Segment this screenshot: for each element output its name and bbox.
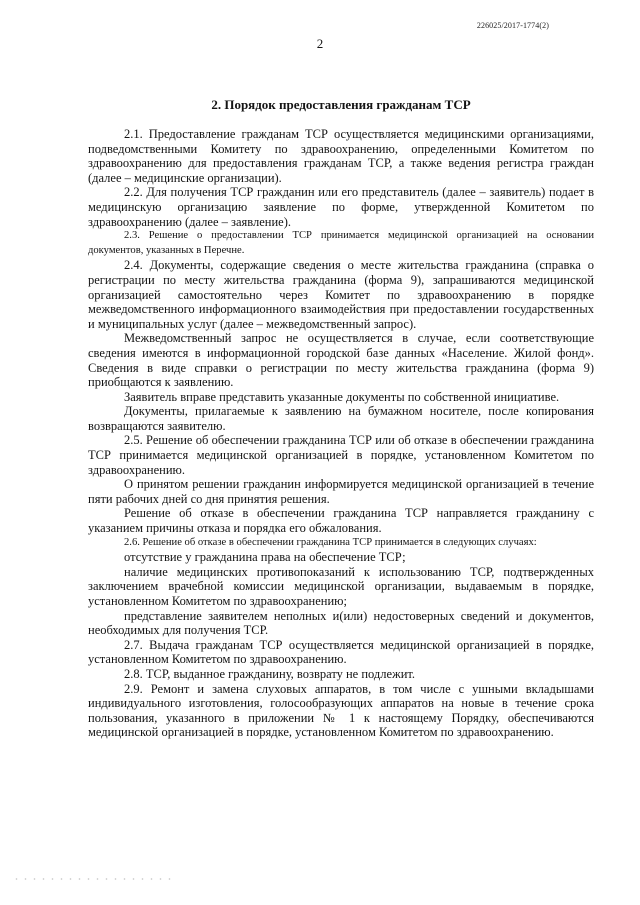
refusal-reason-2: наличие медицинских противопоказаний к использованию ТСР, подтвержденных заключением врачебной комиссии медицинской организации, выдаваемым в порядке, установленном Комитетом по здравоохранению; [88,564,594,608]
refusal-reason-3: представление заявителем неполных и(или) недостоверных сведений и документов, необходимых для получения ТСР. [88,608,594,638]
section-title: 2. Порядок предоставления гражданам ТСР [211,97,471,112]
paragraph-2-5: 2.5. Решение об обеспечении гражданина ТСР или об отказе в обеспечении гражданина ТСР принимается медицинской организацией в порядке, установленном Комитетом по здравоохранению. [88,433,594,477]
page-number: 2 [316,36,324,51]
document-number: 226025/2017-1774(2) [476,21,549,30]
paragraph-2-7: 2.7. Выдача гражданам ТСР осуществляется медицинской организацией в порядке, установленном Комитетом по здравоохранению. [88,637,594,667]
document-body [88,127,594,740]
paragraph-2-6: 2.6. Решение об отказе в обеспечении гражданина ТСР принимается в следующих случаях: [124,536,537,548]
paragraph-2-9: 2.9. Ремонт и замена слуховых аппаратов, в том числе с ушными вкладышами индивидуального изготовления, голосообразующих аппаратов на новые в течение срока пользования, указанного в приложении № 1 к настоящему Порядку, обеспечиваются медицинской организацией в порядке, установленном Комитетом по здравоохранению. [88,681,594,740]
scan-artifact [12,876,172,882]
paragraph-2-3: 2.3. Решение о предоставлении ТСР принимается медицинской организацией на основании документов, указанных в Перечне. [88,230,594,256]
paragraph-documents-returned: Документы, прилагаемые к заявлению на бумажном носителе, после копирования возвращаются заявителю. [88,404,594,433]
paragraph-refusal-notice: Решение об отказе в обеспечении гражданина ТСР направляется гражданину с указанием причины отказа и порядка его обжалования. [88,506,594,536]
paragraph-2-4: 2.4. Документы, содержащие сведения о месте жительства гражданина (справка о регистрации по месту жительства гражданина (форма 9), запрашиваются медицинской организацией самостоятельно через Комитет по здравоохранению в порядке межведомственного информационного взаимодействия при предоставлении государственных и муниципальных услуг (далее – межведомственный запрос). [88,258,594,331]
refusal-reason-1: отсутствие у гражданина права на обеспечение ТСР; [124,550,406,565]
paragraph-2-2: 2.2. Для получения ТСР гражданин или его представитель (далее – заявитель) подает в медицинскую организацию заявление по форме, утвержденной Комитетом по здравоохранению (далее – заявление). [88,185,594,229]
paragraph-applicant-initiative: Заявитель вправе представить указанные документы по собственной инициативе. [124,389,560,404]
paragraph-2-1: 2.1. Предоставление гражданам ТСР осуществляется медицинскими организациями, подведомственными Комитету по здравоохранению, определенными Комитетом по здравоохранению для предоставления гражданам ТСР, а также ведения регистра граждан (далее – медицинские организации). [88,127,594,185]
paragraph-2-8: 2.8. ТСР, выданное гражданину, возврату не подлежит. [124,666,416,681]
paragraph-interagency-request: Межведомственный запрос не осуществляется в случае, если соответствующие сведения имеются в информационной городской базе данных «Население. Жилой фонд». Сведения в виде справки о регистрации по месту жительства гражданина (форма 9) приобщаются к заявлению. [88,331,594,390]
paragraph-decision-notice: О принятом решении гражданин информируется медицинской организацией в течение пяти рабочих дней со дня принятия решения. [88,477,594,506]
